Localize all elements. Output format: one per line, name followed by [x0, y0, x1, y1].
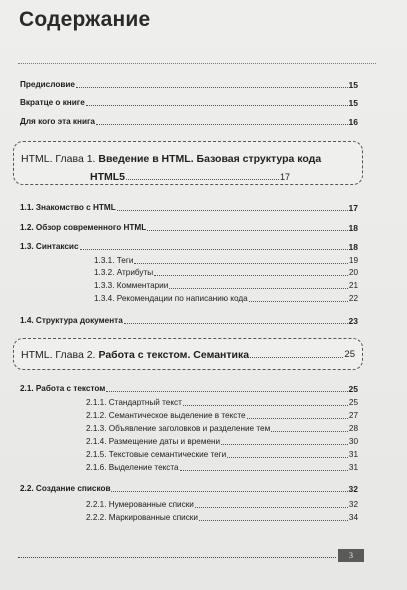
toc-subsection: 2.2.1. Нумерованные списки 32 [86, 500, 358, 509]
chapter-1-heading [13, 141, 363, 185]
toc-subsection: 2.1.2. Семантическое выделение в тексте 27 [86, 411, 358, 420]
chapter-1-prefix: HTML. Глава 1. [21, 153, 96, 165]
toc-section: 1.4. Структура документа 23 [20, 316, 358, 326]
toc-subsection: 2.1.6. Выделение текста 31 [86, 463, 358, 472]
toc-subsection: 1.3.3. Комментарии 21 [94, 281, 358, 290]
chapter-1-title: Введение в HTML. Базовая структура кода [98, 153, 322, 165]
toc-subsection: 2.2.2. Маркированные списки 34 [86, 513, 358, 522]
chapter-2-title: Работа с текстом. Семантика [98, 349, 250, 361]
chapter-1-page: 17 [279, 172, 290, 182]
chapter-2-page: 25 [344, 349, 355, 360]
toc-subsection: 1.3.1. Теги 19 [94, 256, 358, 265]
toc-entry: Предисловие 15 [20, 80, 358, 90]
footer-rule [18, 557, 336, 558]
toc-entry: Вкратце о книге 15 [20, 98, 358, 108]
toc-subsection: 2.1.1. Стандартный текст 25 [86, 398, 358, 407]
toc-section: 2.2. Создание списков 32 [20, 484, 358, 494]
toc-subsection: 2.1.3. Объявление заголовков и разделение тем 28 [86, 424, 358, 433]
page-title: Содержание [19, 8, 151, 31]
chapter-2-prefix: HTML. Глава 2. [21, 349, 96, 361]
toc-section: 1.2. Обзор современного HTML 18 [20, 223, 358, 233]
toc-section: 1.1. Знакомство с HTML 17 [20, 203, 358, 213]
toc-subsection: 1.3.2. Атрибуты 20 [94, 268, 358, 277]
divider [18, 63, 376, 64]
toc-subsection: 2.1.4. Размещение даты и времени 30 [86, 437, 358, 446]
toc-section: 2.1. Работа с текстом 25 [20, 384, 358, 394]
toc-section: 1.3. Синтаксис 18 [20, 242, 358, 252]
chapter-1-title-cont: HTML5 [90, 171, 125, 183]
page-number: 3 [338, 549, 364, 562]
toc-subsection: 1.3.4. Рекомендации по написанию кода 22 [94, 294, 358, 303]
toc-entry: Для кого эта книга 16 [20, 117, 358, 127]
chapter-2-heading [13, 338, 363, 370]
toc-subsection: 2.1.5. Текстовые семантические теги 31 [86, 450, 358, 459]
